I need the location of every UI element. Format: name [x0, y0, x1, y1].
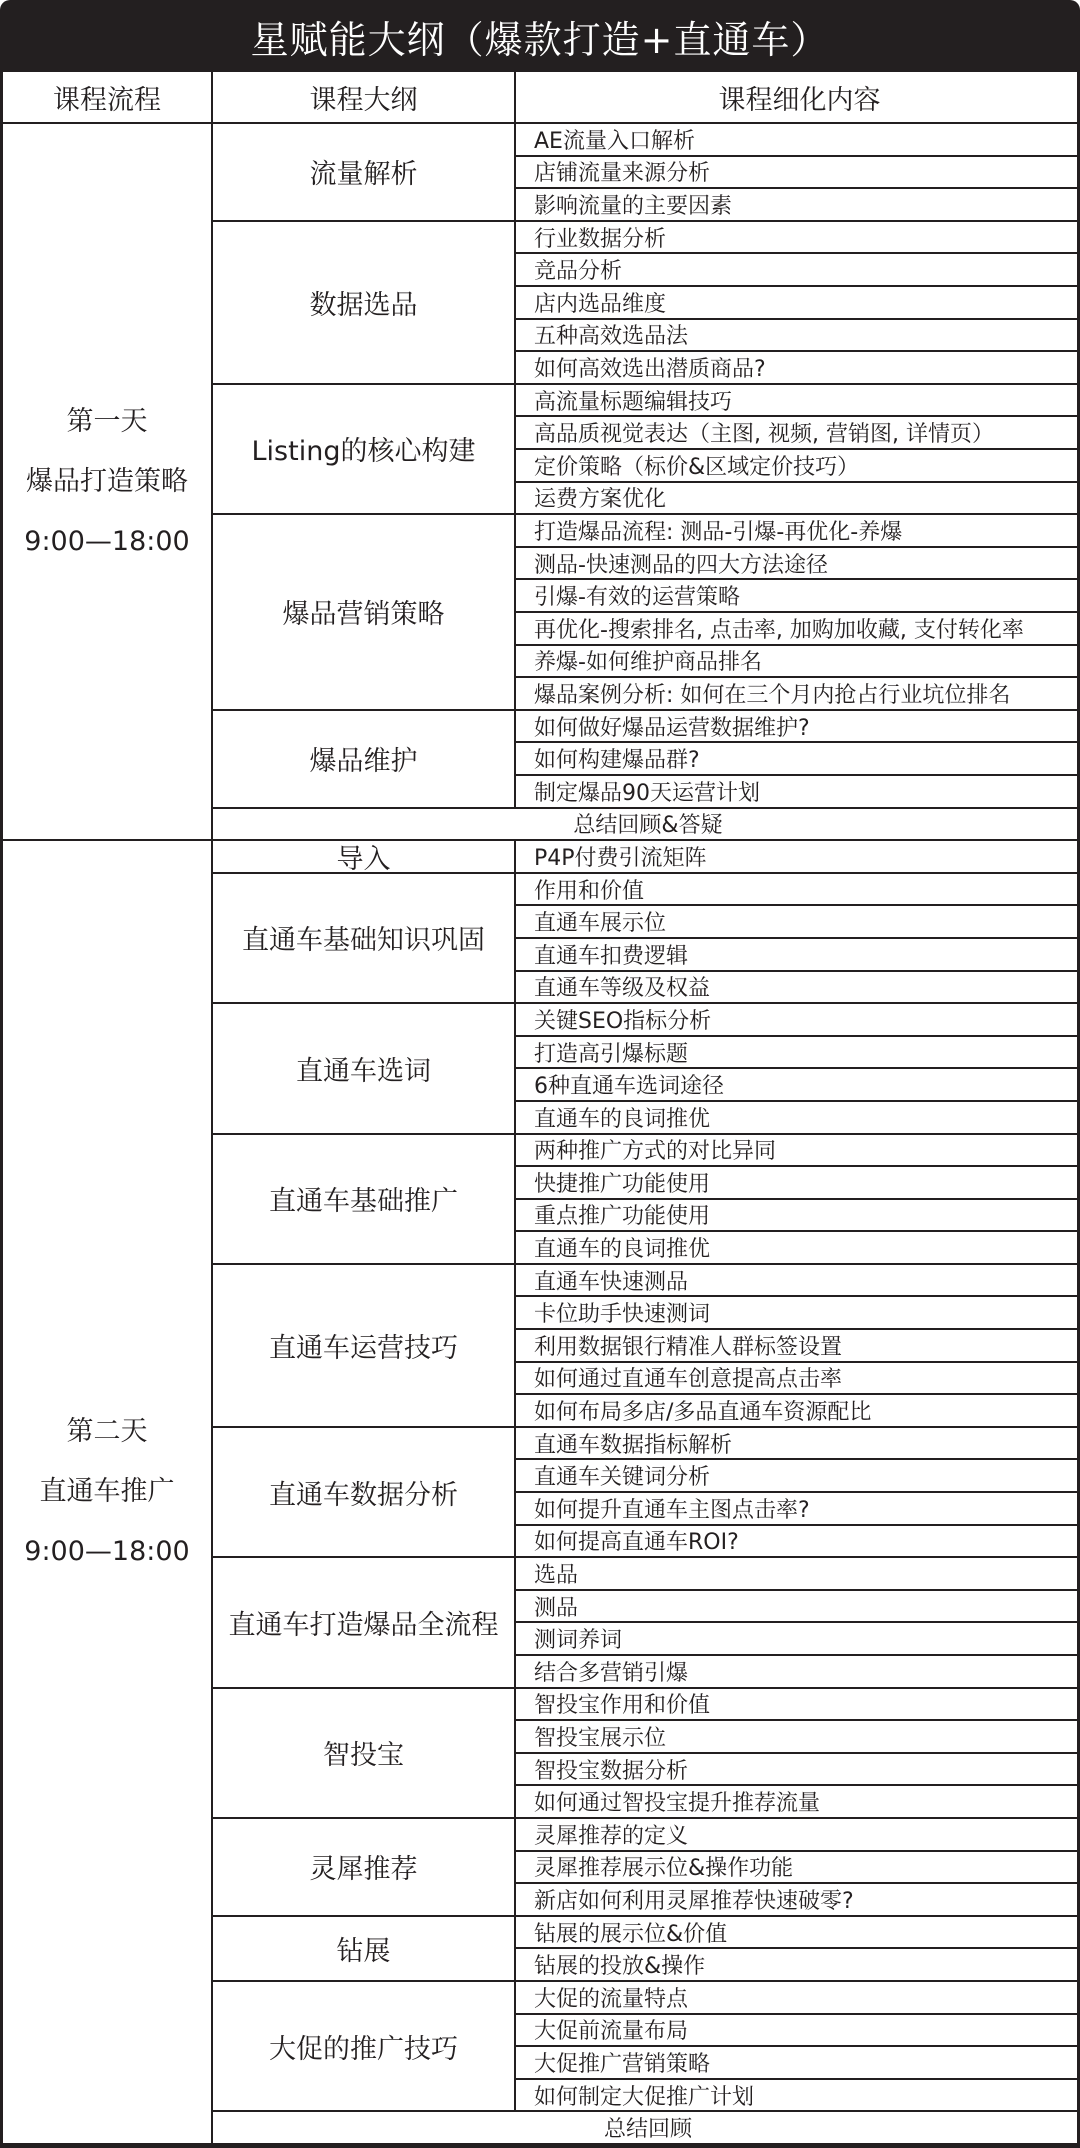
detail-item: AE流量入口解析 [516, 124, 1080, 157]
detail-item: 定价策略（标价&区域定价技巧） [516, 450, 1080, 483]
detail-item: 制定爆品90天运营计划 [516, 776, 1080, 809]
detail-item: 如何做好爆品运营数据维护? [516, 711, 1080, 744]
detail-item: 测品 [516, 1591, 1080, 1624]
section-title: 大促的推广技巧 [213, 1982, 516, 2112]
detail-item: 五种高效选品法 [516, 320, 1080, 353]
day-topic: 爆品打造策略 [26, 465, 188, 497]
detail-item: 两种推广方式的对比异同 [516, 1135, 1080, 1168]
day-time: 9:00—18:00 [24, 1536, 190, 1568]
detail-item: 智投宝展示位 [516, 1721, 1080, 1754]
detail-item: 打造爆品流程: 测品-引爆-再优化-养爆 [516, 515, 1080, 548]
day-time: 9:00—18:00 [24, 525, 190, 557]
detail-item: 养爆-如何维护商品排名 [516, 646, 1080, 679]
section-title: 直通车运营技巧 [213, 1265, 516, 1428]
detail-item: 如何高效选出潜质商品? [516, 352, 1080, 385]
detail-item: 大促推广营销策略 [516, 2047, 1080, 2080]
detail-item: 竞品分析 [516, 254, 1080, 287]
detail-item: 爆品案例分析: 如何在三个月内抢占行业坑位排名 [516, 678, 1080, 711]
day-label: 第一天 [66, 405, 148, 437]
detail-item: 直通车扣费逻辑 [516, 939, 1080, 972]
detail-item: 新店如何利用灵犀推荐快速破零? [516, 1884, 1080, 1917]
day-cell [3, 124, 213, 841]
section-title: 流量解析 [213, 124, 516, 222]
detail-item: 灵犀推荐的定义 [516, 1819, 1080, 1852]
detail-item: 如何提升直通车主图点击率? [516, 1493, 1080, 1526]
section-title: 智投宝 [213, 1689, 516, 1819]
section-title: 灵犀推荐 [213, 1819, 516, 1917]
day-label: 第二天 [66, 1416, 148, 1448]
detail-item: 重点推广功能使用 [516, 1200, 1080, 1233]
detail-item: 直通车的良词推优 [516, 1232, 1080, 1265]
section-title: 直通车打造爆品全流程 [213, 1558, 516, 1688]
section-title: 导入 [213, 841, 516, 874]
detail-item: 如何制定大促推广计划 [516, 2080, 1080, 2113]
detail-item: 引爆-有效的运营策略 [516, 580, 1080, 613]
section-title: Listing的核心构建 [213, 385, 516, 515]
detail-item: 如何布局多店/多品直通车资源配比 [516, 1395, 1080, 1428]
detail-item: 直通车等级及权益 [516, 972, 1080, 1005]
section-title: 直通车基础推广 [213, 1135, 516, 1265]
detail-header: 课程细化内容 [516, 72, 1080, 124]
detail-item: 6种直通车选词途径 [516, 1069, 1080, 1102]
outline-header: 课程大纲 [213, 72, 516, 124]
page-title: 星赋能大纲（爆款打造+直通车） [0, 0, 1080, 72]
detail-item: 高流量标题编辑技巧 [516, 385, 1080, 418]
detail-item: 测品-快速测品的四大方法途径 [516, 548, 1080, 581]
detail-item: 如何提高直通车ROI? [516, 1526, 1080, 1559]
detail-item: 大促前流量布局 [516, 2015, 1080, 2048]
day-topic: 直通车推广 [39, 1476, 175, 1508]
detail-item: 利用数据银行精准人群标签设置 [516, 1330, 1080, 1363]
section-title: 直通车数据分析 [213, 1428, 516, 1558]
detail-item: 运费方案优化 [516, 483, 1080, 516]
detail-item: 钻展的投放&操作 [516, 1949, 1080, 1982]
section-title: 钻展 [213, 1917, 516, 1982]
detail-item: 高品质视觉表达（主图, 视频, 营销图, 详情页） [516, 417, 1080, 450]
summary-row: 总结回顾 [213, 2112, 1080, 2145]
detail-item: 店铺流量来源分析 [516, 157, 1080, 190]
detail-item: 测词养词 [516, 1623, 1080, 1656]
flow-header: 课程流程 [3, 72, 213, 124]
section-title: 爆品营销策略 [213, 515, 516, 711]
detail-item: 选品 [516, 1558, 1080, 1591]
detail-item: 直通车数据指标解析 [516, 1428, 1080, 1461]
detail-item: 直通车展示位 [516, 906, 1080, 939]
outline-table [0, 72, 1080, 2148]
detail-item: 作用和价值 [516, 874, 1080, 907]
detail-item: 智投宝作用和价值 [516, 1689, 1080, 1722]
detail-item: 灵犀推荐展示位&操作功能 [516, 1852, 1080, 1885]
detail-item: P4P付费引流矩阵 [516, 841, 1080, 874]
detail-item: 钻展的展示位&价值 [516, 1917, 1080, 1950]
day-cell [3, 841, 213, 2145]
section-title: 爆品维护 [213, 711, 516, 809]
detail-item: 如何通过直通车创意提高点击率 [516, 1363, 1080, 1396]
section-title: 直通车选词 [213, 1004, 516, 1134]
detail-item: 店内选品维度 [516, 287, 1080, 320]
detail-item: 快捷推广功能使用 [516, 1167, 1080, 1200]
detail-item: 打造高引爆标题 [516, 1037, 1080, 1070]
detail-item: 卡位助手快速测词 [516, 1297, 1080, 1330]
detail-item: 影响流量的主要因素 [516, 189, 1080, 222]
detail-item: 直通车快速测品 [516, 1265, 1080, 1298]
detail-item: 大促的流量特点 [516, 1982, 1080, 2015]
section-title: 数据选品 [213, 222, 516, 385]
detail-item: 智投宝数据分析 [516, 1754, 1080, 1787]
detail-item: 直通车的良词推优 [516, 1102, 1080, 1135]
section-title: 直通车基础知识巩固 [213, 874, 516, 1004]
detail-item: 结合多营销引爆 [516, 1656, 1080, 1689]
detail-item: 关键SEO指标分析 [516, 1004, 1080, 1037]
detail-item: 行业数据分析 [516, 222, 1080, 255]
detail-item: 直通车关键词分析 [516, 1460, 1080, 1493]
summary-row: 总结回顾&答疑 [213, 809, 1080, 842]
detail-item: 如何构建爆品群? [516, 743, 1080, 776]
detail-item: 再优化-搜索排名, 点击率, 加购加收藏, 支付转化率 [516, 613, 1080, 646]
detail-item: 如何通过智投宝提升推荐流量 [516, 1786, 1080, 1819]
